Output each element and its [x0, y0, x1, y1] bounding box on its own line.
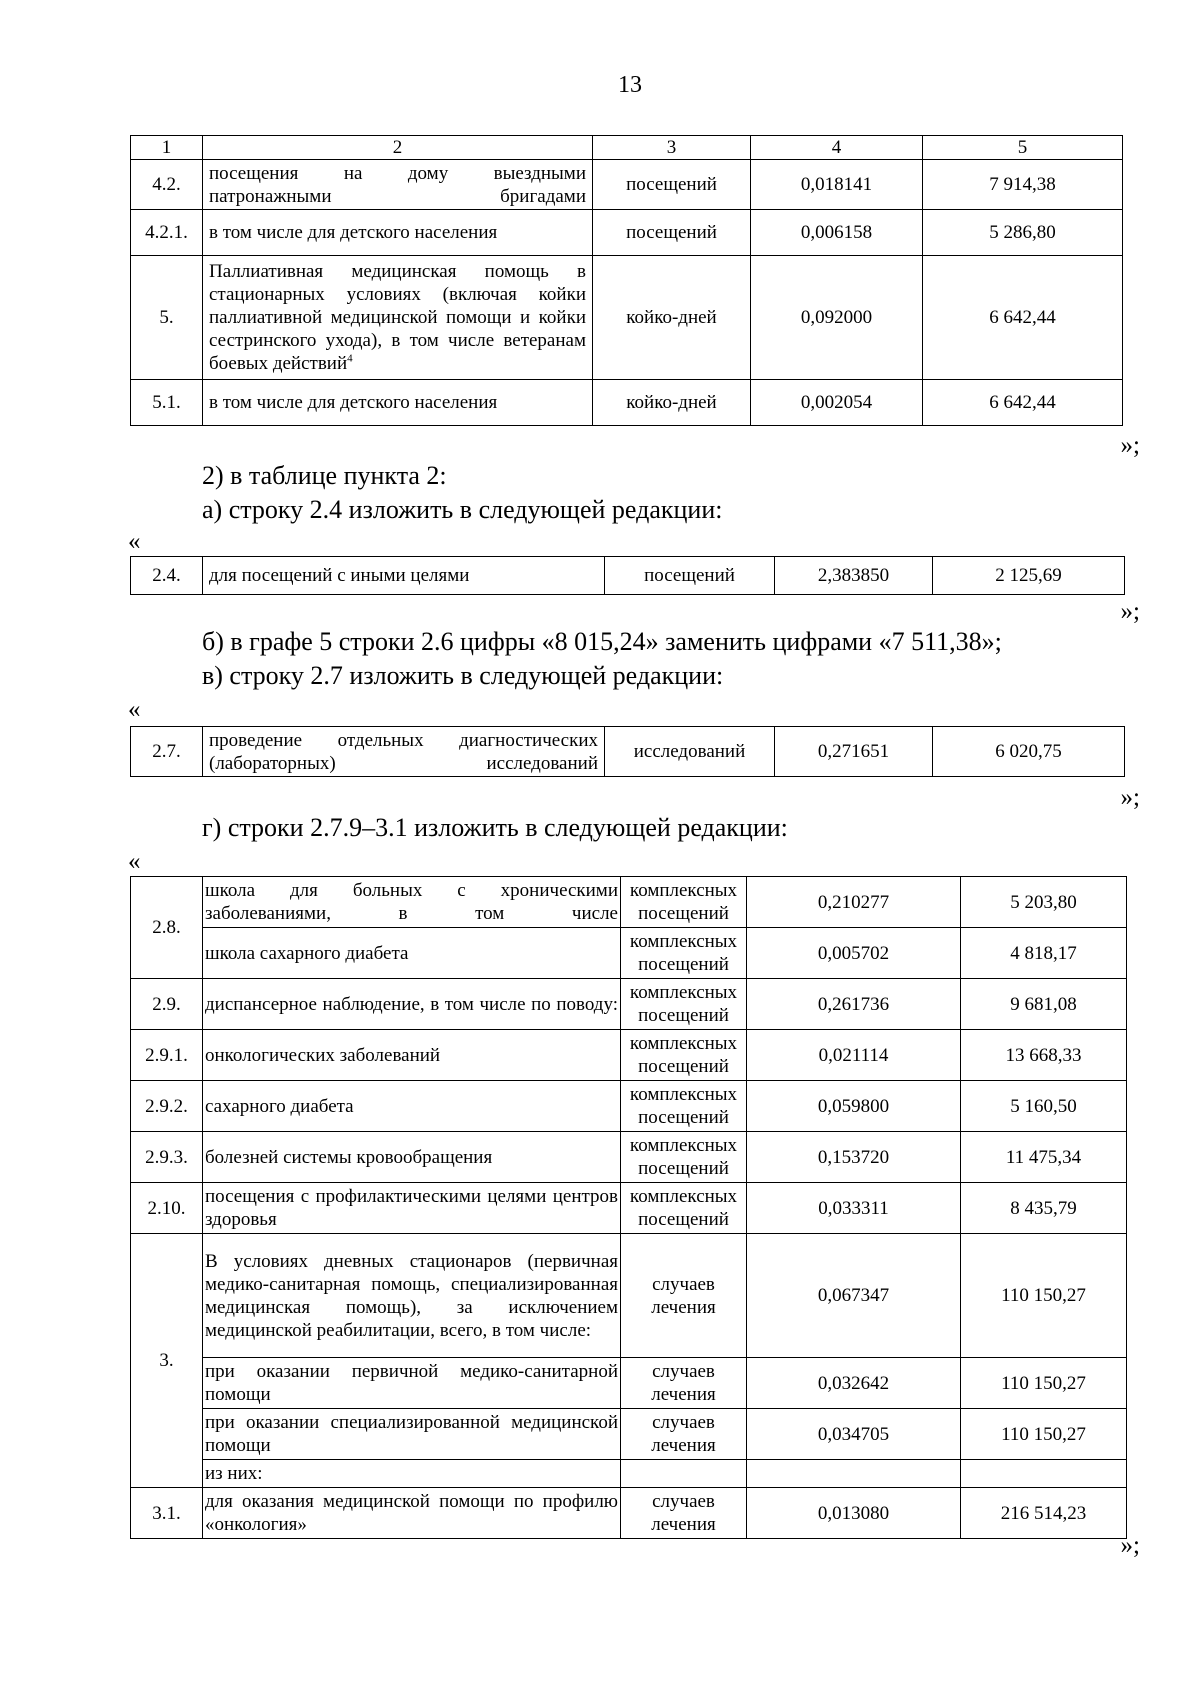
row-norm: 0,021114: [747, 1030, 961, 1081]
row-number: 2.8.: [131, 877, 203, 979]
row-unit: случаев лечения: [621, 1488, 747, 1539]
row-norm: 0,018141: [751, 160, 923, 210]
row-number: 2.9.1.: [131, 1030, 203, 1081]
closing-quote: »;: [1120, 432, 1140, 459]
paragraph-row-2-4: а) строку 2.4 изложить в следующей редакции:: [202, 495, 723, 524]
table-row: [131, 1234, 1127, 1358]
paragraph-row-2-7: в) строку 2.7 изложить в следующей редакции:: [202, 661, 724, 690]
row-cost: 4 818,17: [961, 928, 1127, 979]
row-name: из них:: [203, 1460, 621, 1488]
table-row-2-7: [130, 726, 1125, 777]
row-unit: случаев лечения: [621, 1409, 747, 1460]
opening-quote: «: [128, 848, 141, 875]
table-row: [131, 877, 1127, 928]
row-norm: 0,261736: [747, 979, 961, 1030]
row-number: 4.2.: [131, 160, 203, 210]
closing-quote: »;: [1120, 784, 1140, 811]
row-number: 5.1.: [131, 380, 203, 426]
row-name: В условиях дневных стационаров (первичная медико-санитарная помощь, специализированная медицинская помощь), за исключением медицинской реабилитации, всего, в том числе:: [203, 1234, 621, 1358]
row-name: для посещений с иными целями: [203, 557, 605, 595]
row-name: проведение отдельных диагностических (лабораторных) исследований: [203, 727, 605, 777]
row-name: для оказания медицинской помощи по профилю «онкология»: [203, 1488, 621, 1539]
col-header: 5: [923, 136, 1123, 160]
table-row: [131, 1183, 1127, 1234]
row-unit: комплексных посещений: [621, 877, 747, 928]
row-cost: 110 150,27: [961, 1409, 1127, 1460]
paragraph-table-2: 2) в таблице пункта 2:: [202, 461, 447, 490]
empty-cell: [747, 1460, 961, 1488]
row-cost: 5 286,80: [923, 210, 1123, 256]
row-unit: случаев лечения: [621, 1234, 747, 1358]
col-header: 3: [593, 136, 751, 160]
row-cost: 5 203,80: [961, 877, 1127, 928]
row-norm: 0,271651: [775, 727, 933, 777]
opening-quote: «: [128, 528, 141, 555]
row-cost: 9 681,08: [961, 979, 1127, 1030]
row-cost: 2 125,69: [933, 557, 1125, 595]
row-name: при оказании первичной медико-санитарной помощи: [203, 1358, 621, 1409]
row-number: 2.10.: [131, 1183, 203, 1234]
col-header: 1: [131, 136, 203, 160]
row-number: 2.4.: [131, 557, 203, 595]
table-row: [131, 210, 1123, 256]
row-cost: 5 160,50: [961, 1081, 1127, 1132]
row-name: диспансерное наблюдение, в том числе по поводу:: [203, 979, 621, 1030]
row-norm: 0,033311: [747, 1183, 961, 1234]
row-name: при оказании специализированной медицинской помощи: [203, 1409, 621, 1460]
table-row-2-4: [130, 556, 1125, 595]
row-cost: 110 150,27: [961, 1234, 1127, 1358]
closing-quote: »;: [1120, 1532, 1140, 1559]
footnote-marker: 4: [347, 352, 353, 365]
row-unit: комплексных посещений: [621, 1030, 747, 1081]
row-cost: 6 642,44: [923, 380, 1123, 426]
row-cost: 6 020,75: [933, 727, 1125, 777]
row-name: онкологических заболеваний: [203, 1030, 621, 1081]
table-row: [131, 160, 1123, 210]
row-number: 4.2.1.: [131, 210, 203, 256]
table-row: [131, 727, 1125, 777]
table-row: [131, 979, 1127, 1030]
table-row: [131, 1460, 1127, 1488]
table-continuation: [130, 135, 1123, 426]
row-name: в том числе для детского населения: [203, 380, 593, 426]
row-name: [203, 256, 593, 380]
table-row: [131, 1358, 1127, 1409]
row-norm: 0,092000: [751, 256, 923, 380]
row-name: посещения с профилактическими целями центров здоровья: [203, 1183, 621, 1234]
row-name-text: Паллиативная медицинская помощь в стационарных условиях (включая койки паллиативной медицинской помощи и койки сестринского ухода), в том числе ветеранам боевых действий: [209, 261, 586, 374]
paragraph-rows-2-7-9-3-1: г) строки 2.7.9–3.1 изложить в следующей редакции:: [202, 813, 788, 842]
empty-cell: [961, 1460, 1127, 1488]
closing-quote: »;: [1120, 598, 1140, 625]
row-unit: комплексных посещений: [621, 979, 747, 1030]
row-number: 2.9.3.: [131, 1132, 203, 1183]
page-number: 13: [618, 72, 642, 98]
row-name: болезней системы кровообращения: [203, 1132, 621, 1183]
row-number: 2.7.: [131, 727, 203, 777]
row-norm: 0,059800: [747, 1081, 961, 1132]
row-name: сахарного диабета: [203, 1081, 621, 1132]
table-row: [131, 1081, 1127, 1132]
table-row: [131, 380, 1123, 426]
row-norm: 0,006158: [751, 210, 923, 256]
table-header-row: [131, 136, 1123, 160]
col-header: 4: [751, 136, 923, 160]
row-norm: 0,210277: [747, 877, 961, 928]
row-unit: комплексных посещений: [621, 1132, 747, 1183]
empty-cell: [621, 1460, 747, 1488]
row-number: 3.1.: [131, 1488, 203, 1539]
row-unit: посещений: [605, 557, 775, 595]
row-unit: посещений: [593, 210, 751, 256]
row-norm: 0,013080: [747, 1488, 961, 1539]
row-cost: 110 150,27: [961, 1358, 1127, 1409]
paragraph-row-2-6: б) в графе 5 строки 2.6 цифры «8 015,24» заменить цифрами «7 511,38»;: [202, 627, 1002, 656]
row-name: школа для больных с хроническими заболеваниями, в том числе: [203, 877, 621, 928]
table-row: [131, 557, 1125, 595]
row-unit: посещений: [593, 160, 751, 210]
row-name: в том числе для детского населения: [203, 210, 593, 256]
row-unit: койко-дней: [593, 256, 751, 380]
row-name: посещения на дому выездными патронажными бригадами: [203, 160, 593, 210]
row-cost: 8 435,79: [961, 1183, 1127, 1234]
row-norm: 2,383850: [775, 557, 933, 595]
col-header: 2: [203, 136, 593, 160]
row-number: 3.: [131, 1234, 203, 1488]
row-norm: 0,032642: [747, 1358, 961, 1409]
row-name: школа сахарного диабета: [203, 928, 621, 979]
row-unit: комплексных посещений: [621, 1183, 747, 1234]
opening-quote: «: [128, 696, 141, 723]
row-number: 2.9.2.: [131, 1081, 203, 1132]
row-cost: 13 668,33: [961, 1030, 1127, 1081]
row-number: 5.: [131, 256, 203, 380]
table-row: [131, 256, 1123, 380]
row-unit: случаев лечения: [621, 1358, 747, 1409]
row-number: 2.9.: [131, 979, 203, 1030]
table-rows-2-8-to-3-1: [130, 876, 1127, 1539]
row-norm: 0,002054: [751, 380, 923, 426]
row-norm: 0,005702: [747, 928, 961, 979]
row-unit: комплексных посещений: [621, 1081, 747, 1132]
row-cost: 216 514,23: [961, 1488, 1127, 1539]
row-unit: комплексных посещений: [621, 928, 747, 979]
row-norm: 0,067347: [747, 1234, 961, 1358]
row-norm: 0,034705: [747, 1409, 961, 1460]
table-row: [131, 1030, 1127, 1081]
table-row: [131, 1132, 1127, 1183]
row-unit: исследований: [605, 727, 775, 777]
table-row: [131, 928, 1127, 979]
row-cost: 11 475,34: [961, 1132, 1127, 1183]
row-unit: койко-дней: [593, 380, 751, 426]
row-norm: 0,153720: [747, 1132, 961, 1183]
table-row: [131, 1488, 1127, 1539]
row-cost: 7 914,38: [923, 160, 1123, 210]
table-row: [131, 1409, 1127, 1460]
row-cost: 6 642,44: [923, 256, 1123, 380]
